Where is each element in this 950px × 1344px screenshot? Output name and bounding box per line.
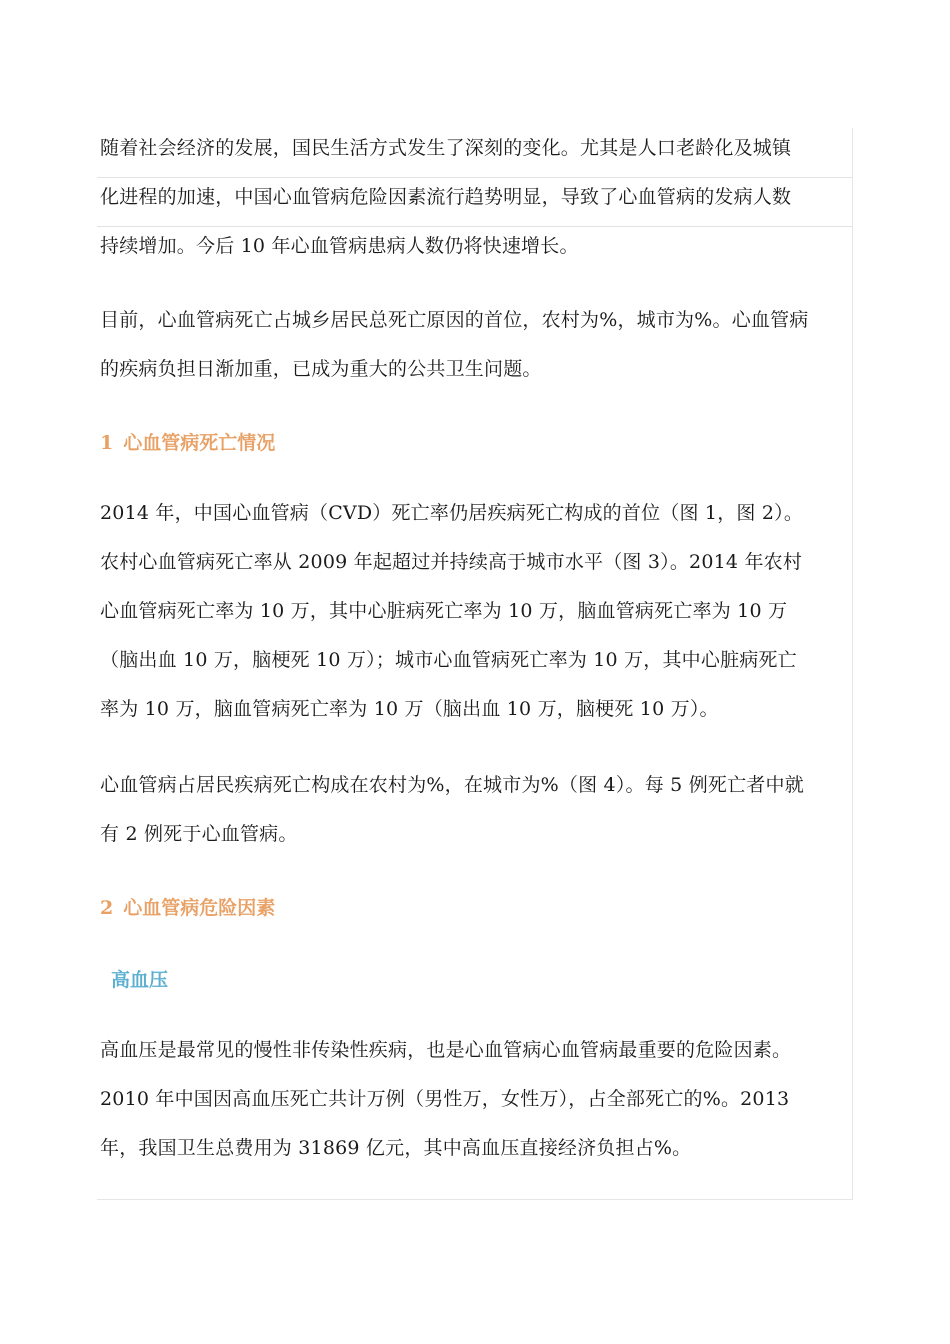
section-heading-mortality	[100, 428, 275, 458]
text-line: 2010 年中国因高血压死亡共计万例（男性万，女性万），占全部死亡的%。2013	[100, 1088, 790, 1110]
section-heading-risk-factors	[100, 893, 275, 923]
mortality-share-paragraph	[100, 761, 852, 859]
text-line: 高血压是最常见的慢性非传染性疾病，也是心血管病心血管病最重要的危险因素。	[100, 1039, 792, 1061]
text-line: （脑出血 10 万，脑梗死 10 万）；城市心血管病死亡率为 10 万，其中心脏病死亡	[100, 649, 797, 671]
text-line: 农村心血管病死亡率从 2009 年起超过并持续高于城市水平（图 3）。2014 年农村	[100, 551, 803, 573]
mortality-paragraph	[100, 489, 852, 734]
text-line: 心血管病死亡率为 10 万，其中心脏病死亡率为 10 万，脑血管病死亡率为 10 万	[100, 600, 788, 622]
section-title: 心血管病危险因素	[123, 897, 276, 919]
text-line: 目前，心血管病死亡占城乡居民总死亡原因的首位，农村为%，城市为%。心血管病	[100, 309, 809, 331]
text-line: 心血管病占居民疾病死亡构成在农村为%，在城市为%（图 4）。每 5 例死亡者中就	[100, 774, 804, 796]
section-number: 1	[100, 432, 114, 454]
hypertension-paragraph	[100, 1026, 852, 1173]
text-line: 化进程的加速，中国心血管病危险因素流行趋势明显，导致了心血管病的发病人数	[100, 186, 792, 208]
text-line: 的疾病负担日渐加重，已成为重大的公共卫生问题。	[100, 358, 542, 380]
text-line: 持续增加。今后 10 年心血管病患病人数仍将快速增长。	[100, 235, 579, 257]
section-number: 2	[100, 897, 114, 919]
subsection-heading-hypertension: 高血压	[111, 969, 169, 991]
text-line: 率为 10 万，脑血管病死亡率为 10 万（脑出血 10 万，脑梗死 10 万）。	[100, 698, 719, 720]
section-title: 心血管病死亡情况	[123, 432, 276, 454]
intro-paragraph	[100, 124, 852, 271]
current-situation-paragraph	[100, 296, 852, 394]
text-line: 随着社会经济的发展，国民生活方式发生了深刻的变化。尤其是人口老龄化及城镇	[100, 137, 792, 159]
text-line: 有 2 例死于心血管病。	[100, 823, 298, 845]
text-line: 年，我国卫生总费用为 31869 亿元，其中高血压直接经济负担占%。	[100, 1137, 692, 1159]
text-line: 2014 年，中国心血管病（CVD）死亡率仍居疾病死亡构成的首位（图 1，图 2）。	[100, 502, 804, 524]
